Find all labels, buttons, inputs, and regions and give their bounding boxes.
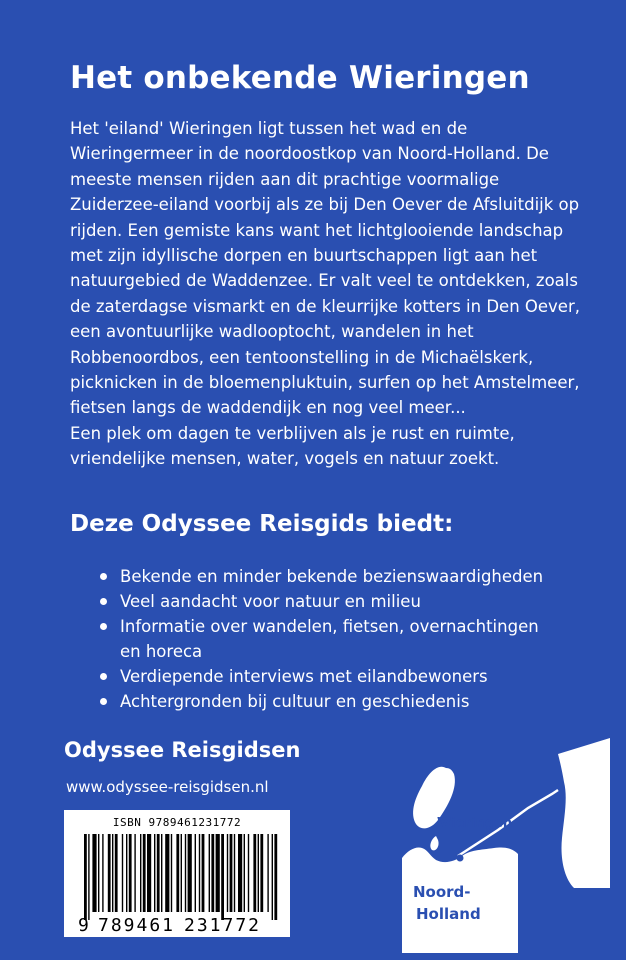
barcode-bar [115,834,118,912]
barcode-bar [108,834,111,912]
bullet-icon [100,673,107,680]
barcode-bar [176,834,179,912]
bullet-icon [100,698,107,705]
barcode-bar [199,834,200,912]
barcode-bar [92,834,96,912]
barcode-bar [134,834,135,912]
barcode-bar [157,834,160,912]
map-marker-wieringen [457,855,464,862]
feature-item [100,664,560,689]
map-label-wieringen: Wieringen [437,816,513,831]
barcode-bar [84,834,87,920]
barcode-bar [238,834,242,912]
barcode-bar [227,834,228,912]
barcode-bar [209,834,210,912]
barcode-bar [188,834,192,912]
barcode-bar [154,834,155,912]
feature-label: Bekende en minder bekende bezienswaardigheden [120,567,544,586]
barcode-bar [248,834,249,912]
barcode-bar [181,834,182,912]
barcode-bar [171,834,172,912]
isbn-number: ISBN 9789461231772 [112,816,242,829]
barcode-bar [161,834,162,912]
feature-label: Achtergronden bij cultuur en geschiedenis [120,692,470,711]
barcode-bar [102,834,103,912]
map-islet [430,836,438,850]
feature-item [100,614,560,664]
feature-item [100,689,560,714]
feature-item [100,589,560,614]
barcode-bar [185,834,186,912]
publisher-website[interactable]: www.odyssee-reisgidsen.nl [66,778,269,796]
barcode-bar [274,834,277,920]
barcode-bar [195,834,196,912]
barcode-bar [211,834,214,912]
barcode-bar [98,834,99,912]
intro-paragraph-2: Een plek om dagen te verblijven als je rust en ruimte, vriendelijke mensen, water, vogels en natuur zoekt. [70,423,515,469]
barcode-bar [88,834,89,920]
feature-label: Verdiepende interviews met eilandbewoners [120,667,488,686]
feature-item [100,564,560,589]
barcode-bar [253,834,256,912]
barcode-bar [147,834,151,912]
barcode-graphic [64,810,290,937]
barcode-bar [258,834,259,912]
barcode-bars [84,834,277,920]
barcode-bar [260,834,263,912]
map-label-region-line1: Noord- [413,883,471,901]
barcode-bar [129,834,132,912]
feature-label: Veel aandacht voor natuur en milieu [120,592,421,611]
map-label-region-line2: Holland [416,905,481,923]
barcode-digits-left: 789461 [98,915,176,936]
barcode-bar [140,834,141,912]
feature-list [100,564,560,714]
isbn-barcode [64,810,290,937]
barcode-bar [112,834,113,912]
feature-label: Informatie over wandelen, fietsen, overnachtingen en horeca [120,617,539,661]
barcode-bar [272,834,273,920]
barcode-bar [234,834,235,912]
map-land-east [558,738,610,888]
intro-text [70,116,590,472]
barcode-bar [244,834,245,912]
barcode-bar [122,834,123,912]
barcode-bar [143,834,146,912]
page-title: Het onbekende Wieringen [70,60,530,96]
barcode-bar [202,834,205,912]
bullet-icon [100,598,107,605]
barcode-digits-right: 231772 [184,915,262,936]
barcode-bar [230,834,233,912]
barcode-bar [165,834,169,912]
barcode-bar [267,834,268,912]
barcode-bar [216,834,220,912]
barcode-digit-prefix: 9 [78,915,89,936]
barcode-bar [126,834,127,912]
publisher-name: Odyssee Reisgidsen [64,738,301,762]
bullet-icon [100,573,107,580]
section-heading: Deze Odyssee Reisgids biedt: [70,511,454,537]
barcode-bar [221,834,224,920]
bullet-icon [100,623,107,630]
intro-paragraph-1: Het 'eiland' Wieringen ligt tussen het wad en de Wieringermeer in de noordoostkop van Noord-Holland. De meeste mensen rijden aan dit prachtige voormalige Zuiderzee-eiland voorbij als ze bij Den Oever de Afsluitdijk op rijden. Een gemiste kans want het lichtglooiende landschap met zijn idyllische dorpen en buurtschappen ligt aan het natuurgebied de Waddenzee. Er valt veel te ontdekken, zoals de zaterdagse vismarkt en de kleurrijke kotters in Den Oever, een avontuurlijke wadlooptocht, wandelen in het Robbenoordbos, een tentoonstelling in de Michaëlskerk, picknicken in de bloemenpluktuin, surfen op het Amstelmeer, fietsen langs de waddendijk en nog veel meer... [70,119,580,418]
